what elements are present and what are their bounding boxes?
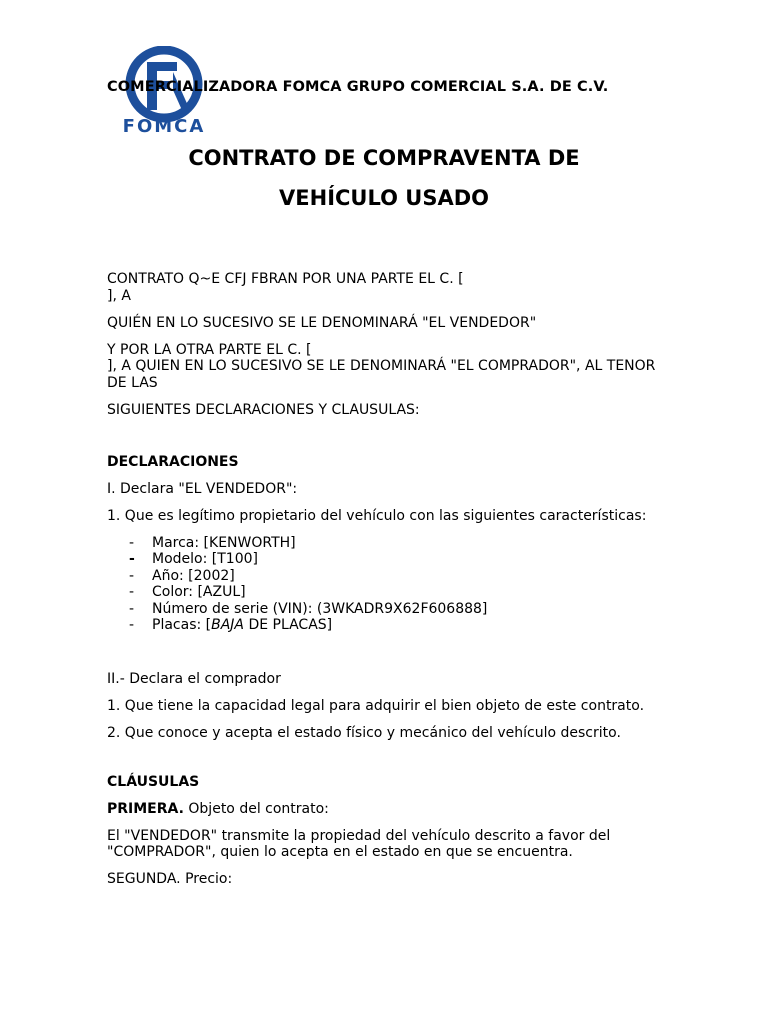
dash: - xyxy=(129,584,135,600)
dash: - xyxy=(129,551,135,567)
comprador-item-1: 1. Que tiene la capacidad legal para adquirir el bien objeto de este contrato. xyxy=(107,697,645,714)
intro-paragraph-2: QUIÉN EN LO SUCESIVO SE LE DENOMINARÁ "EL VENDEDOR" xyxy=(107,314,537,331)
contract-title-line1: CONTRATO DE COMPRAVENTA DE xyxy=(188,146,580,170)
intro-paragraph-3 xyxy=(107,342,667,392)
intro-p1-line2: ], A xyxy=(107,287,131,304)
spec-item: - Modelo: [T100] xyxy=(129,551,258,567)
company-name: COMERCIALIZADORA FOMCA GRUPO COMERCIAL S.A. DE C.V. xyxy=(107,79,609,95)
comprador-declaration: II.- Declara el comprador xyxy=(107,670,281,687)
intro-p1-line1: CONTRATO Q~E CFJ FBRAN POR UNA PARTE EL C. [ xyxy=(107,271,464,287)
logo-text: FOMCA xyxy=(122,116,206,137)
spec-item: - Marca: [KENWORTH] xyxy=(129,534,296,551)
intro-paragraph-4: SIGUIENTES DECLARACIONES Y CLAUSULAS: xyxy=(107,401,420,418)
vendedor-declaration: I. Declara "EL VENDEDOR": xyxy=(107,480,298,497)
clausulas-heading: CLÁUSULAS xyxy=(107,773,200,790)
contract-body xyxy=(107,271,667,898)
vendedor-item-1: 1. Que es legítimo propietario del vehículo con las siguientes características: xyxy=(107,507,647,524)
dash: - xyxy=(129,534,135,551)
dash: - xyxy=(129,617,135,633)
intro-paragraph-1 xyxy=(107,271,667,304)
comprador-item-2: 2. Que conoce y acepta el estado físico y mecánico del vehículo descrito. xyxy=(107,724,621,741)
spec-item-placas: - Placas: [BAJA DE PLACAS] xyxy=(129,617,333,633)
contract-title-line2: VEHÍCULO USADO xyxy=(279,186,489,210)
dash: - xyxy=(129,567,135,584)
intro-p3-line2: ], A QUIEN EN LO SUCESIVO SE LE DENOMINARÁ "EL COMPRADOR", AL TENOR DE LAS xyxy=(107,358,656,391)
intro-p3-line1: Y POR LA OTRA PARTE EL C. [ xyxy=(107,341,312,358)
clausula-segunda: SEGUNDA. Precio: xyxy=(107,871,233,887)
spec-item: - Año: [2002] xyxy=(129,567,235,584)
declaraciones-heading: DECLARACIONES xyxy=(107,453,239,470)
spec-item: - Número de serie (VIN): (3WKADR9X62F606888] xyxy=(129,600,488,617)
vehicle-specs-list xyxy=(129,535,667,634)
dash: - xyxy=(129,600,135,617)
spec-item: - Color: [AZUL] xyxy=(129,584,246,600)
clausula-primera: PRIMERA. Objeto del contrato: xyxy=(107,800,329,817)
clausula-primera-text: El "VENDEDOR" transmite la propiedad del vehículo descrito a favor del "COMPRADOR", quien lo acepta en el estado en que se encuentra. xyxy=(107,827,611,860)
